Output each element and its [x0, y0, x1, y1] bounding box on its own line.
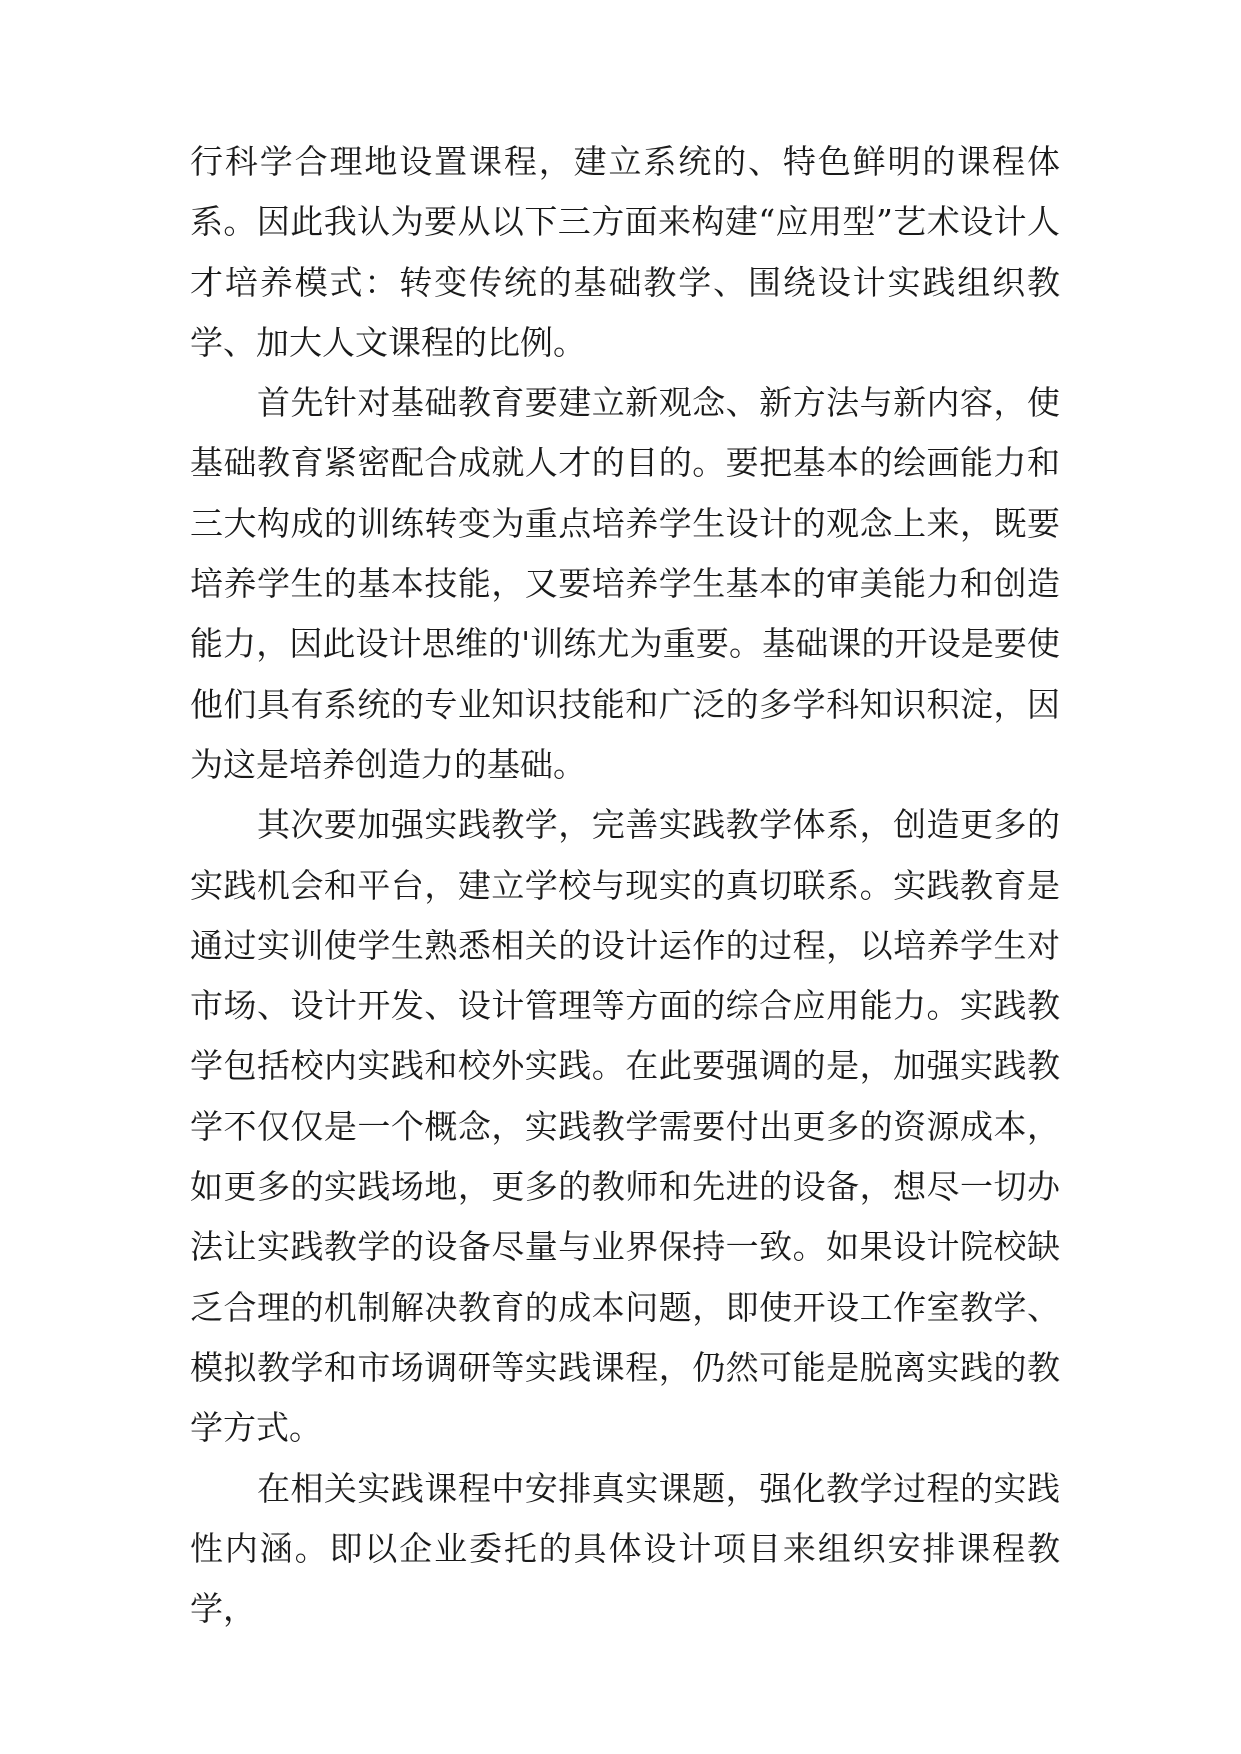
paragraph-2: 首先针对基础教育要建立新观念、新方法与新内容，使基础教育紧密配合成就人才的目的。要把基本的绘画能力和三大构成的训练转变为重点培养学生设计的观念上来，既要培养学生的基本技能，又要培养学生基本的审美能力和创造能力，因此设计思维的'训练尤为重要。基础课的开设是要使他们具有系统的专业知识技能和广泛的多学科知识积淀，因为这是培养创造力的基础。 — [190, 383, 1060, 784]
document-body — [190, 132, 1060, 1639]
paragraph-1: 行科学合理地设置课程，建立系统的、特色鲜明的课程体系。因此我认为要从以下三方面来构建“应用型”艺术设计人才培养模式：转变传统的基础教学、围绕设计实践组织教学、加大人文课程的比例。 — [190, 142, 1060, 362]
paragraph-4: 在相关实践课程中安排真实课题，强化教学过程的实践性内涵。即以企业委托的具体设计项目来组织安排课程教学， — [190, 1468, 1060, 1629]
paragraph-3: 其次要加强实践教学，完善实践教学体系，创造更多的实践机会和平台，建立学校与现实的真切联系。实践教育是通过实训使学生熟悉相关的设计运作的过程，以培养学生对市场、设计开发、设计管理等方面的综合应用能力。实践教学包括校内实践和校外实践。在此要强调的是，加强实践教学不仅仅是一个概念，实践教学需要付出更多的资源成本，如更多的实践场地，更多的教师和先进的设备，想尽一切办法让实践教学的设备尽量与业界保持一致。如果设计院校缺乏合理的机制解决教育的成本问题，即使开设工作室教学、模拟教学和市场调研等实践课程，仍然可能是脱离实践的教学方式。 — [190, 805, 1060, 1448]
